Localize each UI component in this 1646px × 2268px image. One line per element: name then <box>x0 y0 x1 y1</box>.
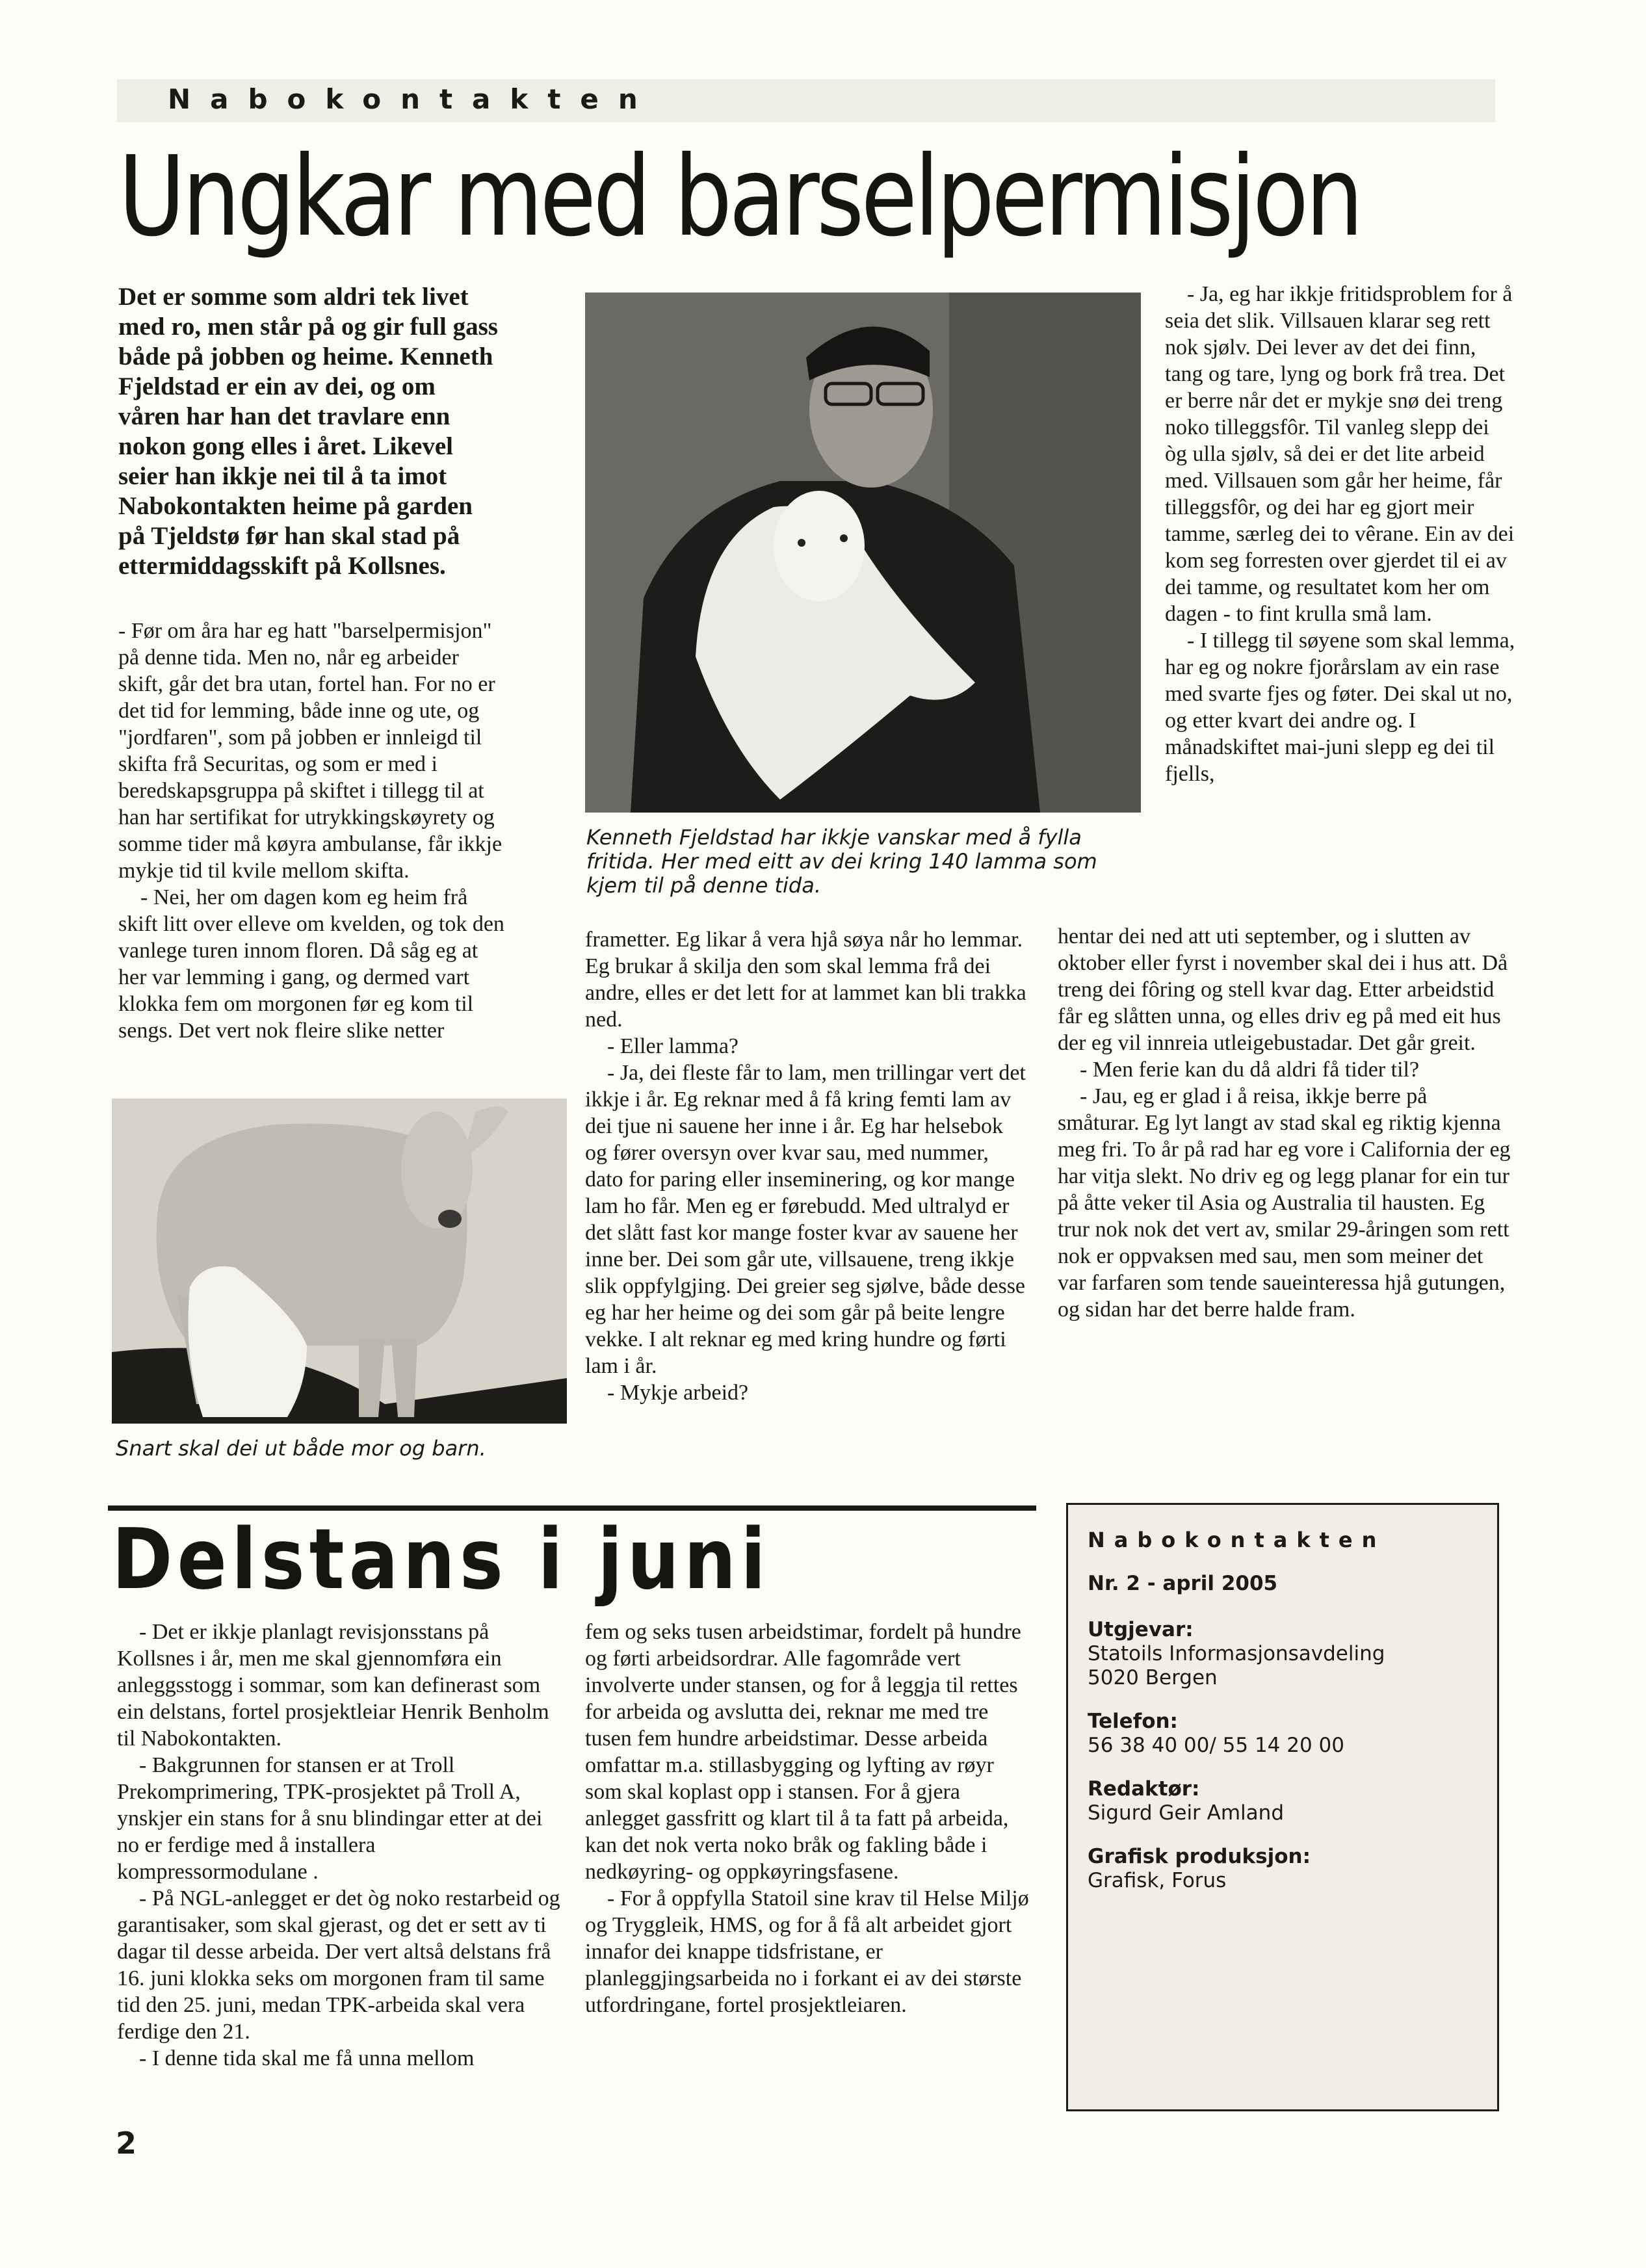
publisher-line: Statoils Informasjonsavdeling <box>1088 1642 1385 1665</box>
article-column-2 <box>585 926 1027 1406</box>
production-label: Grafisk produksjon: <box>1088 1845 1311 1868</box>
paragraph: hentar dei ned att uti september, og i slutten av oktober eller fyrst i november skal dei i hus att. Då treng dei fôring og stell kvar dag. Etter arbeidstid får eg slåtten unna, og elles driv eg på med eit hus der eg vil innreia utleigebustadar. Det går greit. <box>1058 924 1508 1055</box>
photo-ewe-and-lamb <box>112 1099 567 1424</box>
paragraph: - I denne tida skal me få unna mellom <box>139 2046 475 2070</box>
editor-label: Redaktør: <box>1088 1777 1200 1801</box>
article2-column-1 <box>117 1619 566 2072</box>
colophon-brand: Nabokontakten <box>1088 1528 1386 1552</box>
article-headline: Ungkar med barselpermisjon <box>118 133 1361 261</box>
article-lead: Det er somme som aldri tek livet med ro, men står på og gir full gass både på jobben og heime. Kenneth Fjeldstad er ein av dei, og om våren har han det travlare enn nokon gong elles i året. Likevel seier han ikkje nei til å ta imot Nabokontakten heime på garden på Tjeldstø før han skal stad på ettermiddagsskift på Kollsnes. <box>118 283 498 580</box>
photo-man-with-lamb <box>585 293 1141 813</box>
paragraph: - Ja, eg har ikkje fritidsproblem for å seia det slik. Villsauen klarar seg rett nok sjølv. Dei lever av det dei finn, tang og tare, lyng og bork frå trea. Det er berre når det er mykje snø dei treng noko tilleggsfôr. Til vanleg slepp dei òg ulla sjølv, så dei er det lite arbeid med. Villsauen som går her heime, får tilleggsfôr, og dei har eg gjort meir tamme, særleg dei to vêrane. Ein av dei kom seg forresten over gjerdet til ei av dei tamme, og resultatet kom her om dagen - to fint krulla små lam. <box>1165 282 1515 626</box>
publisher-line: 5020 Bergen <box>1088 1666 1218 1689</box>
paragraph: - Men ferie kan du då aldri få tider til? <box>1080 1058 1420 1082</box>
editor-value: Sigurd Geir Amland <box>1088 1801 1284 1825</box>
photo-illustration <box>112 1099 567 1424</box>
paragraph: - Før om åra har eg hatt "barselpermisjon" på denne tida. Men no, når eg arbeider skift, går det bra utan, fortel han. For no er det tid for lemming, både inne og ute, og "jordfaren", som på jobben er innleigd til skifta frå Securitas, og som er med i beredskapsgruppa på skiftet i tillegg til at han har sertifikat for utrykkingskøyrety og somme tider må køyra ambulanse, får ikkje mykje tid til kvile mellom skifta. <box>118 619 503 883</box>
paragraph: - I tillegg til søyene som skal lemma, har eg og nokre fjorårslam av ein rase med svarte fjes og føter. Dei skal ut no, og etter kvart dei andre og. I månadskiftet mai-juni slepp eg dei til fjells, <box>1165 629 1515 786</box>
phone-value: 56 38 40 00/ 55 14 20 00 <box>1088 1734 1344 1757</box>
article-column-3-top <box>1165 281 1516 787</box>
paragraph: - På NGL-anlegget er det òg noko restarbeid og garantisaker, som skal gjerast, og det er sett av ti dagar til desse arbeida. Der vert altså delstans frå 16. juni klokka seks om morgonen fram til same tid den 25. juni, medan TPK-arbeida skal vera ferdige den 21. <box>117 1886 560 2044</box>
paragraph: - Det er ikkje planlagt revisjonsstans på Kollsnes i år, men me skal gjennomføra ein anleggsstogg i sommar, som kan definerast som ein delstans, fortel prosjektleiar Henrik Benholm til Nabokontakten. <box>117 1620 549 1751</box>
production-value: Grafisk, Forus <box>1088 1869 1227 1892</box>
paragraph: - Jau, eg er glad i å reisa, ikkje berre på småturar. Eg lyt langt av stad skal eg riktig kjenna meg fri. To år på rad har eg vore i California der eg har vitja slekt. No driv eg og legg planar for ein tur på åtte veker til Asia og Australia til hausten. Eg trur nok nok det vert av, smilar 29-åringen som rett nok er oppvaksen med sau, men som meiner det var farfaren som tende saueinteressa hjå gutungen, og sidan har det berre halde fram. <box>1058 1084 1511 1322</box>
paragraph: frametter. Eg likar å vera hjå søya når ho lemmar. Eg brukar å skilja den som skal lemma frå dei andre, elles er det lett for at lammet kan bli trakka ned. <box>585 928 1026 1032</box>
paragraph: - Nei, her om dagen kom eg heim frå skift litt over elleve om kvelden, og tok den vanlege turen innom floren. Då såg eg at her var lemming i gang, og dermed vart klokka fem om morgonen før eg kom til sengs. Det vert nok fleire slike netter <box>118 885 504 1043</box>
paragraph: - Bakgrunnen for stansen er at Troll Prekomprimering, TPK-prosjektet på Troll A, ynskjer ein stans for å snu blindingar etter at dei no er ferdige med å installera kompressormodulane . <box>117 1753 543 1884</box>
masthead-title: Nabokontakten <box>168 83 657 115</box>
phone-label: Telefon: <box>1088 1710 1178 1733</box>
paragraph: - For å oppfylla Statoil sine krav til Helse Miljø og Tryggleik, HMS, og for å få alt arbeidet gjort innafor dei knappe tidsfristane, er planleggjingsarbeida no i forkant ei av dei største utfordringane, fortel prosjektleiaren. <box>585 1886 1029 2017</box>
photo-illustration <box>585 293 1141 813</box>
article2-column-2 <box>585 1619 1034 2018</box>
article2-headline: Delstans i juni <box>112 1511 770 1608</box>
article-column-3-bottom <box>1058 923 1513 1323</box>
photo-caption-main: Kenneth Fjeldstad har ikkje vanskar med å fylla fritida. Her med eitt av dei kring 140 lamma som kjem til på denne tida. <box>586 825 1097 898</box>
paragraph: fem og seks tusen arbeidstimar, fordelt på hundre og førti arbeidsordrar. Alle fagområde vert involverte under stansen, og for å leggja til rettes for arbeida og avslutta dei, reknar me med tre tusen fem hundre arbeidstimar. Desse arbeida omfattar m.a. stillasbygging og lyfting av røyr som skal koplast opp i stansen. For å gjera anlegget gassfritt og klart til å ta fatt på arbeida, kan det nok verta noko bråk og fakling både i nedkøyring- og oppkøyringsfasene. <box>585 1620 1021 1884</box>
colophon-box <box>1066 1503 1499 2111</box>
colophon-issue: Nr. 2 - april 2005 <box>1088 1572 1278 1595</box>
paragraph: - Ja, dei fleste får to lam, men trillingar vert det ikkje i år. Eg reknar med å få kring femti lam av dei tjue ni sauene her inne i år. Eg har helsebok og fører oversyn over kvar sau, med nummer, dato for paring eller inseminering, og kor mange lam ho får. Men eg er førebudd. Med ultralyd er det slått fast kor mange foster kvar av sauene her inne ber. Dei som går ute, villsauene, treng ikkje slik oppfylgjing. Dei greier seg sjølve, både desse eg har her heime og dei som går på beite lengre vekke. I alt reknar eg med kring hundre og førti lam i år. <box>585 1061 1026 1378</box>
photo-caption-sheep: Snart skal dei ut både mor og barn. <box>116 1436 486 1461</box>
article-column-1 <box>118 618 508 1044</box>
paragraph: - Eller lamma? <box>607 1034 739 1058</box>
section-divider <box>108 1505 1036 1511</box>
publisher-label: Utgjevar: <box>1088 1618 1194 1641</box>
page-number: 2 <box>116 2126 137 2161</box>
paragraph: - Mykje arbeid? <box>607 1381 749 1405</box>
